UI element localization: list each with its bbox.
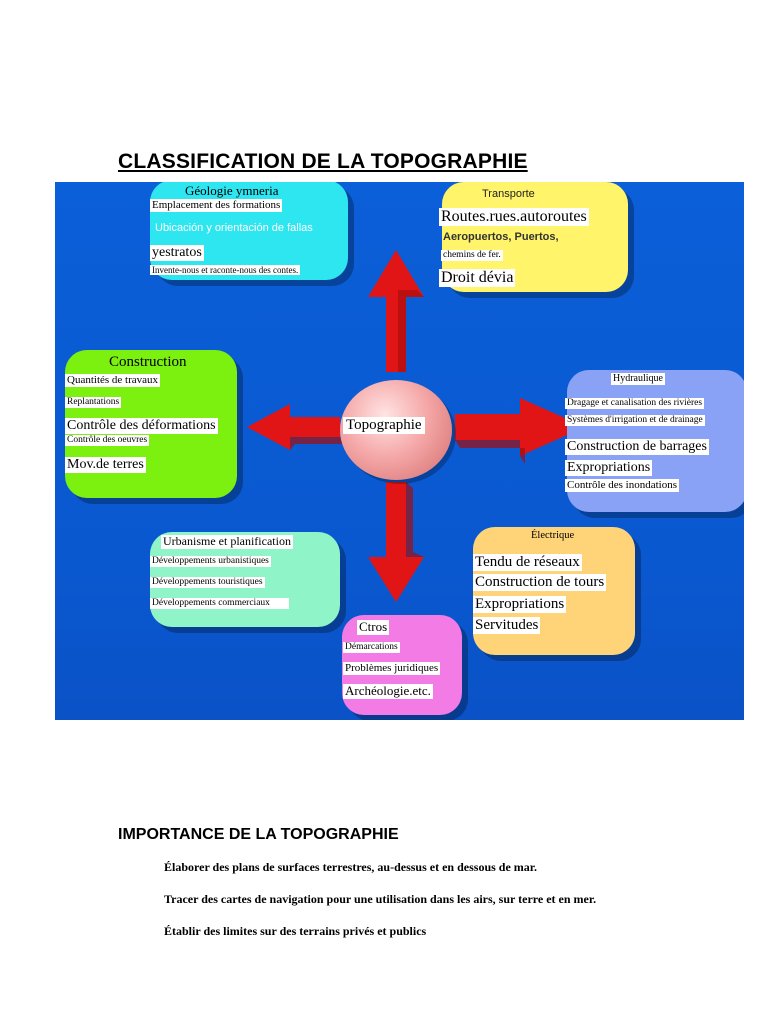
- arrow-left-icon: [247, 404, 345, 450]
- hydraulique-item: Contrôle des inondations: [567, 479, 677, 491]
- importance-list: [140, 860, 660, 956]
- list-item: [140, 924, 660, 939]
- construction-heading: Construction: [109, 354, 187, 370]
- hydraulique-heading: Hydraulique: [613, 373, 663, 384]
- construction-item: Mov.de terres: [67, 457, 144, 472]
- transporte-item: Aeropuertos, Puertos,: [443, 231, 559, 243]
- urbanisme-item: Développements touristiques: [152, 577, 263, 587]
- hydraulique-item: Expropriations: [567, 460, 651, 475]
- list-item-text: Élaborer des plans de surfaces terrestres, au-dessus et en dessous de mar.: [164, 860, 538, 874]
- arrow-up-icon: [368, 250, 424, 372]
- construction-item: Contrôle des déformations: [67, 418, 216, 433]
- hydraulique-item: Systèmes d'irrigation et de drainage: [567, 415, 703, 425]
- urbanisme-item: Développements commerciaux: [150, 598, 289, 609]
- list-item: [140, 860, 660, 875]
- geologie-heading: Géologie ymneria: [185, 183, 279, 198]
- importance-heading: IMPORTANCE DE LA TOPOGRAPHIE: [118, 826, 399, 843]
- geologie-item: yestratos: [152, 245, 202, 260]
- hydraulique-item: Dragage et canalisation des rivières: [567, 398, 703, 408]
- electrique-item: Tendu de réseaux: [475, 554, 580, 570]
- topography-diagram: [55, 182, 744, 720]
- list-item: [140, 892, 660, 907]
- transporte-item: chemins de fer.: [443, 250, 501, 260]
- electrique-item: Servitudes: [475, 617, 539, 633]
- urbanisme-heading: Urbanisme et planification: [163, 534, 291, 548]
- urbanisme-item: Développements urbanistiques: [152, 556, 269, 566]
- transporte-item: Routes.rues.autoroutes: [441, 208, 587, 225]
- hydraulique-item: Construction de barrages: [567, 439, 707, 454]
- ctros-heading: Ctros: [359, 619, 388, 634]
- list-item-text: Établir des limites sur des terrains privés et publics: [164, 924, 427, 938]
- geologie-item: Emplacement des formations: [152, 199, 281, 211]
- construction-item: Replantations: [67, 397, 120, 407]
- electrique-item: Expropriations: [475, 596, 565, 612]
- center-label: Topographie: [343, 417, 425, 434]
- page-title: CLASSIFICATION DE LA TOPOGRAPHIE: [118, 150, 528, 173]
- electrique-item: Construction de tours: [475, 574, 605, 590]
- construction-item: Contrôle des oeuvres: [67, 435, 148, 445]
- geologie-item: Invente-nous et raconte-nous des contes.: [152, 265, 299, 275]
- ctros-item: Démarcations: [345, 642, 398, 652]
- geologie-item: Ubicación y orientación de fallas: [155, 222, 313, 234]
- list-item-text: Tracer des cartes de navigation pour une utilisation dans les airs, sur terre et en mer.: [164, 892, 597, 906]
- arrow-down-icon: [368, 482, 424, 602]
- ctros-item: Problèmes juridiques: [345, 662, 439, 674]
- construction-item: Quantités de travaux: [67, 374, 159, 386]
- transporte-item: Droit dévia: [441, 269, 514, 286]
- ctros-item: Archéologie.etc.: [345, 683, 431, 698]
- transporte-heading: Transporte: [482, 188, 535, 200]
- electrique-heading: Électrique: [531, 530, 575, 541]
